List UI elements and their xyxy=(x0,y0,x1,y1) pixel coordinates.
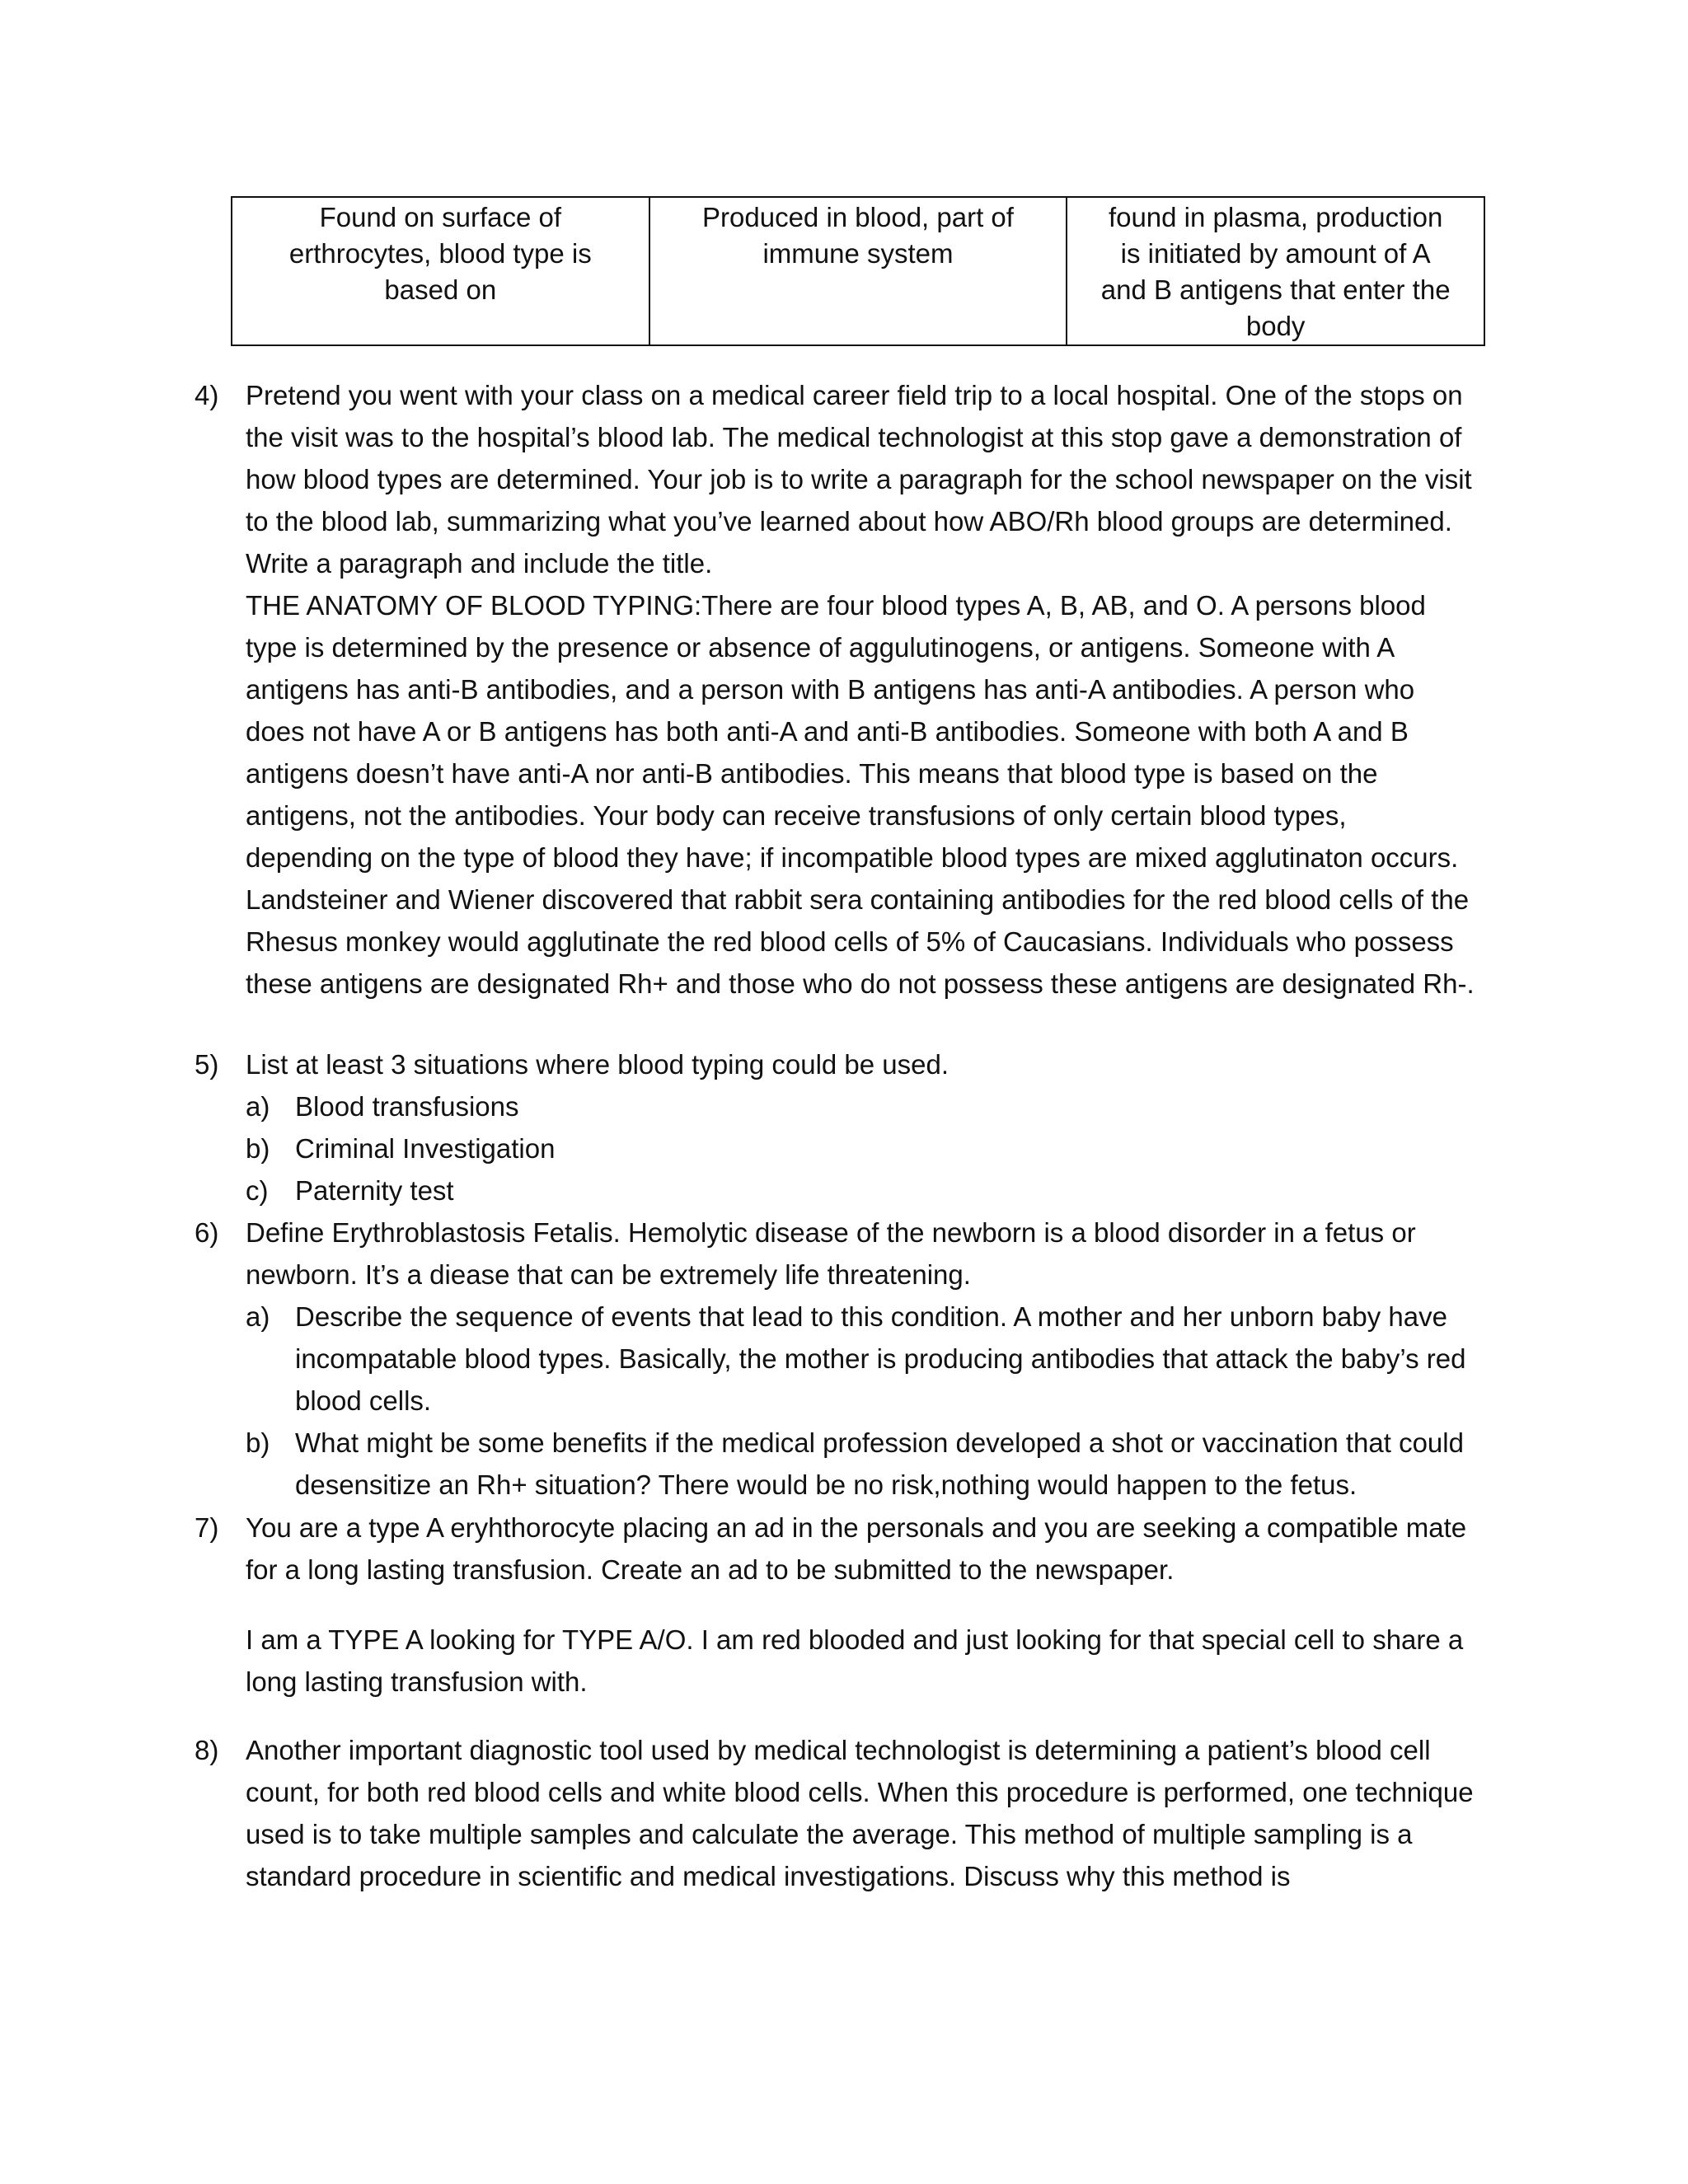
table-cell-antibodies: Produced in blood, part of immune system xyxy=(649,197,1067,345)
list-text: Blood transfusions xyxy=(295,1091,519,1122)
table-cell-antigens: Found on surface of erthrocytes, blood type is based on xyxy=(232,197,649,345)
list-text: Criminal Investigation xyxy=(295,1133,556,1164)
list-letter: a) xyxy=(246,1091,270,1122)
question-number: 5) xyxy=(195,1049,219,1080)
question-number: 6) xyxy=(195,1217,219,1248)
question-8 xyxy=(195,1729,1480,1897)
question-4 xyxy=(195,374,1480,1005)
question-prompt: You are a type A eryhthorocyte placing an ad in the personals and you are seeking a compatible mate for a long lasting transfusion. Create an ad to be submitted to the newspaper. xyxy=(246,1512,1467,1585)
question-prompt: Another important diagnostic tool used by medical technologist is determining a patient’s blood cell count, for both red blood cells and white blood cells. When this procedure is performed, one technique used is to take multiple samples and calculate the average. This method of multiple sampling is a standard procedure in scientific and medical investigations. Discuss why this method is xyxy=(246,1735,1474,1891)
question-7 xyxy=(195,1507,1480,1703)
table-row xyxy=(232,197,1484,345)
question-number: 8) xyxy=(195,1735,219,1765)
list-text: Paternity test xyxy=(295,1175,454,1206)
question-6 xyxy=(195,1212,1480,1506)
list-text: Describe the sequence of events that lead to this condition. A mother and her unborn baby have incompatable blood types. Basically, the mother is producing antibodies that attack the baby’s red blood cells. xyxy=(295,1301,1466,1416)
question-prompt: Pretend you went with your class on a medical career field trip to a local hospital. One of the stops on the visit was to the hospital’s blood lab. The medical technologist at this stop gave a demonstration of how blood types are determined. Your job is to write a paragraph for the school newspaper on the visit to the blood lab, summarizing what you’ve learned about how ABO/Rh blood groups are determined. Write a paragraph and include the title. xyxy=(246,380,1472,579)
antigen-antibody-table xyxy=(231,196,1485,346)
list-letter: c) xyxy=(246,1175,269,1206)
question-prompt: List at least 3 situations where blood typing could be used. xyxy=(246,1049,950,1080)
question-number: 7) xyxy=(195,1512,219,1543)
table-cell-plasma: found in plasma, production is initiated by amount of A and B antigens that enter the body xyxy=(1067,197,1484,345)
list-item xyxy=(246,1169,1480,1212)
question-5 xyxy=(195,1043,1480,1212)
list-item xyxy=(246,1127,1480,1169)
list-item xyxy=(246,1422,1480,1506)
list-item xyxy=(246,1085,1480,1127)
answer-paragraph: I am a TYPE A looking for TYPE A/O. I am red blooded and just looking for that special cell to share a long lasting transfusion with. xyxy=(246,1624,1464,1697)
question-prompt: Define Erythroblastosis Fetalis. Hemolytic disease of the newborn is a blood disorder in a fetus or newborn. It’s a diease that can be extremely life threatening. xyxy=(246,1217,1416,1290)
list-letter: b) xyxy=(246,1427,270,1458)
answer-paragraph: THE ANATOMY OF BLOOD TYPING:There are four blood types A, B, AB, and O. A persons blood type is determined by the presence or absence of aggulutinogens, or antigens. Someone with A antigens has anti-B antibodies, and a person with B antigens has anti-A antibodies. A person who does not have A or B antigens has both anti-A and anti-B antibodies. Someone with both A and B antigens doesn’t have anti-A nor anti-B antibodies. This means that blood type is based on the antigens, not the antibodies. Your body can receive transfusions of only certain blood types, depending on the type of blood they have; if incompatible blood types are mixed agglutinaton occurs. Landsteiner and Wiener discovered that rabbit sera containing antibodies for the red blood cells of the Rhesus monkey would agglutinate the red blood cells of 5% of Caucasians. Individuals who possess these antigens are designated Rh+ and those who do not possess these antigens are designated Rh-. xyxy=(246,590,1475,999)
list-item xyxy=(246,1296,1480,1422)
list-letter: a) xyxy=(246,1301,270,1332)
question-number: 4) xyxy=(195,380,219,410)
list-text: What might be some benefits if the medical profession developed a shot or vaccination that could desensitize an Rh+ situation? There would be no risk,nothing would happen to the fetus. xyxy=(295,1427,1464,1500)
list-letter: b) xyxy=(246,1133,270,1164)
